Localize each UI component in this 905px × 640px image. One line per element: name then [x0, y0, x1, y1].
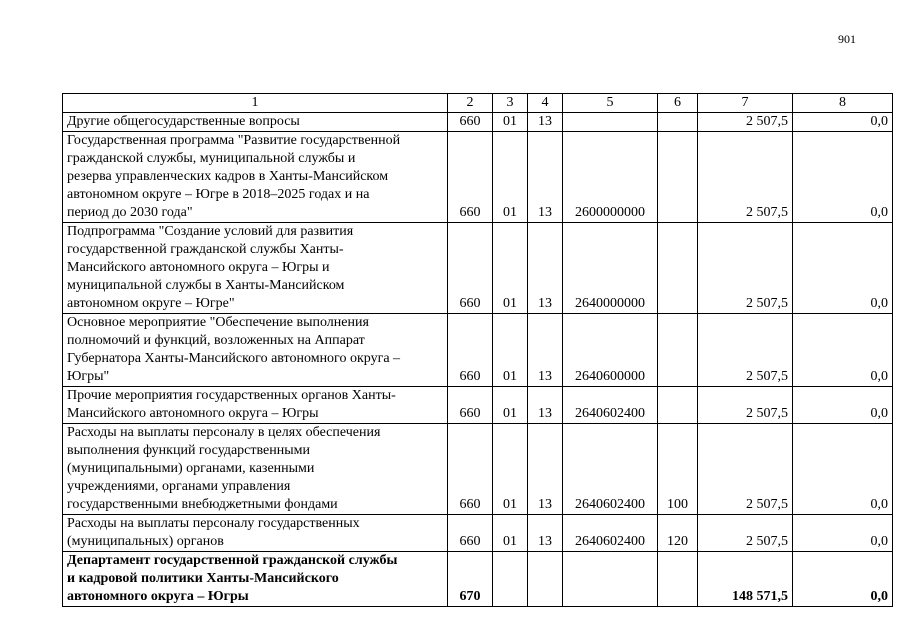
description-cell — [63, 552, 448, 607]
description-line: автономном округе – Югре в 2018–2025 годах и на — [67, 187, 370, 202]
description-line: Подпрограмма "Создание условий для развития — [67, 224, 354, 239]
description-cell — [63, 223, 448, 314]
table-row — [63, 113, 893, 132]
subsection-code — [528, 552, 563, 607]
description-line: выполнения функций государственными — [67, 443, 310, 458]
administrator-code: 660 — [448, 132, 493, 223]
table-row — [63, 552, 893, 607]
description-line: период до 2030 года" — [67, 205, 193, 220]
description-line: Губернатора Ханты-Мансийского автономного округа – — [67, 351, 401, 366]
administrator-code: 660 — [448, 223, 493, 314]
amount-col8-cell: 0,0 — [793, 314, 893, 387]
header-cell: 4 — [528, 94, 563, 113]
description-line: государственными внебюджетными фондами — [67, 497, 338, 512]
description-line: резерва управленческих кадров в Ханты-Мансийском — [67, 169, 389, 184]
description-line: Департамент государственной гражданской службы — [67, 553, 398, 568]
subsection-code: 13 — [528, 515, 563, 552]
amount-cell: 2 507,5 — [698, 132, 793, 223]
header-row — [63, 94, 893, 113]
description-cell — [63, 424, 448, 515]
header-cell: 3 — [493, 94, 528, 113]
expense-type-code — [658, 223, 698, 314]
page-number: 901 — [838, 32, 856, 46]
subsection-code: 13 — [528, 424, 563, 515]
description-cell — [63, 387, 448, 424]
table-row — [63, 424, 893, 515]
budget-table — [62, 93, 893, 607]
administrator-code: 660 — [448, 314, 493, 387]
description-line: Другие общегосударственные вопросы — [67, 114, 300, 129]
administrator-code: 660 — [448, 387, 493, 424]
target-article-code: 2640000000 — [563, 223, 658, 314]
section-code: 01 — [493, 132, 528, 223]
amount-cell: 2 507,5 — [698, 387, 793, 424]
description-cell — [63, 113, 448, 132]
header-cell: 8 — [793, 94, 893, 113]
description-line: автономном округе – Югре" — [67, 296, 235, 311]
amount-col8-cell: 0,0 — [793, 515, 893, 552]
subsection-code: 13 — [528, 113, 563, 132]
section-code: 01 — [493, 314, 528, 387]
table-row — [63, 132, 893, 223]
section-code: 01 — [493, 113, 528, 132]
description-cell — [63, 314, 448, 387]
section-code — [493, 552, 528, 607]
header-cell: 7 — [698, 94, 793, 113]
amount-col8-cell: 0,0 — [793, 132, 893, 223]
description-line: полномочий и функций, возложенных на Аппарат — [67, 333, 365, 348]
target-article-code: 2640602400 — [563, 387, 658, 424]
description-line: Югры" — [67, 369, 110, 384]
target-article-code — [563, 552, 658, 607]
administrator-code: 670 — [448, 552, 493, 607]
administrator-code: 660 — [448, 515, 493, 552]
amount-cell: 2 507,5 — [698, 223, 793, 314]
target-article-code: 2600000000 — [563, 132, 658, 223]
amount-col8-cell: 0,0 — [793, 223, 893, 314]
amount-col8-cell: 0,0 — [793, 387, 893, 424]
amount-cell: 2 507,5 — [698, 113, 793, 132]
table-row — [63, 223, 893, 314]
amount-cell: 2 507,5 — [698, 314, 793, 387]
subsection-code: 13 — [528, 314, 563, 387]
header-cell: 1 — [63, 94, 448, 113]
table-row — [63, 387, 893, 424]
description-line: Прочие мероприятия государственных органов Ханты- — [67, 388, 396, 403]
description-line: муниципальной службы в Ханты-Мансийском — [67, 278, 345, 293]
section-code: 01 — [493, 515, 528, 552]
description-line: учреждениями, органами управления — [67, 479, 291, 494]
table-row — [63, 314, 893, 387]
description-line: автономного округа – Югры — [67, 589, 249, 604]
section-code: 01 — [493, 387, 528, 424]
subsection-code: 13 — [528, 387, 563, 424]
description-line: Мансийского автономного округа – Югры — [67, 406, 319, 421]
target-article-code — [563, 113, 658, 132]
expense-type-code: 100 — [658, 424, 698, 515]
expense-type-code — [658, 113, 698, 132]
description-line: гражданской службы, муниципальной службы и — [67, 151, 356, 166]
amount-cell: 2 507,5 — [698, 515, 793, 552]
section-code: 01 — [493, 424, 528, 515]
description-line: Расходы на выплаты персоналу в целях обеспечения — [67, 425, 381, 440]
description-cell — [63, 515, 448, 552]
expense-type-code: 120 — [658, 515, 698, 552]
target-article-code: 2640602400 — [563, 515, 658, 552]
target-article-code: 2640602400 — [563, 424, 658, 515]
amount-col8-cell: 0,0 — [793, 113, 893, 132]
description-line: и кадровой политики Ханты-Мансийского — [67, 571, 339, 586]
header-cell: 6 — [658, 94, 698, 113]
description-line: государственной гражданской службы Ханты- — [67, 242, 344, 257]
description-line: (муниципальными) органами, казенными — [67, 461, 315, 476]
amount-cell: 148 571,5 — [698, 552, 793, 607]
administrator-code: 660 — [448, 424, 493, 515]
target-article-code: 2640600000 — [563, 314, 658, 387]
description-line: (муниципальных) органов — [67, 534, 224, 549]
administrator-code: 660 — [448, 113, 493, 132]
expense-type-code — [658, 314, 698, 387]
expense-type-code — [658, 132, 698, 223]
section-code: 01 — [493, 223, 528, 314]
description-line: Основное мероприятие "Обеспечение выполнения — [67, 315, 369, 330]
header-cell: 2 — [448, 94, 493, 113]
table-row — [63, 515, 893, 552]
description-line: Мансийского автономного округа – Югры и — [67, 260, 330, 275]
expense-type-code — [658, 552, 698, 607]
description-line: Государственная программа "Развитие государственной — [67, 133, 401, 148]
amount-col8-cell: 0,0 — [793, 424, 893, 515]
header-cell: 5 — [563, 94, 658, 113]
description-line: Расходы на выплаты персоналу государственных — [67, 516, 360, 531]
amount-col8-cell: 0,0 — [793, 552, 893, 607]
subsection-code: 13 — [528, 132, 563, 223]
expense-type-code — [658, 387, 698, 424]
description-cell — [63, 132, 448, 223]
amount-cell: 2 507,5 — [698, 424, 793, 515]
subsection-code: 13 — [528, 223, 563, 314]
